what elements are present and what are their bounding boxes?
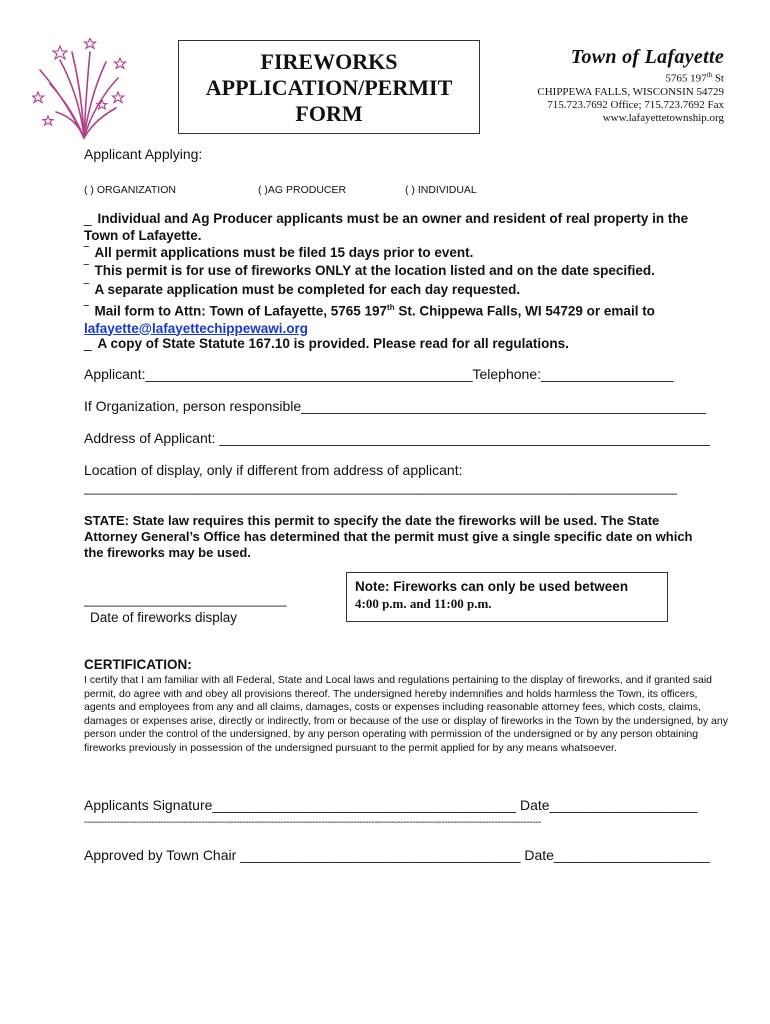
email-link[interactable]: lafayette@lafayettechippewawi.org: [84, 320, 308, 336]
form-title-line-3: FORM: [295, 101, 363, 126]
display-date-label: Date of fireworks display: [90, 610, 238, 625]
option-ag-producer[interactable]: ( )AG PRODUCER: [258, 184, 347, 196]
display-date-field[interactable]: ____________________________: [84, 592, 287, 607]
location-field[interactable]: __________________________________________________________________________________: [84, 480, 677, 495]
fireworks-logo-icon: [32, 38, 132, 140]
divider: ------------------------------------------------------------------------------------------------------------------------------------------------------------: [84, 817, 542, 828]
note-line-2: 4:00 p.m. and 11:00 p.m.: [355, 596, 492, 611]
note-line-1: Note: Fireworks can only be used between: [355, 579, 629, 594]
form-title-box: [178, 40, 480, 134]
town-name: Town of Lafayette: [570, 46, 724, 68]
certification-heading: CERTIFICATION:: [84, 657, 192, 672]
rule-item: _ A copy of State Statute 167.10 is provided. Please read for all regulations.: [84, 336, 569, 351]
town-chair-approval-field[interactable]: Approved by Town Chair ____________________________________ Date____________________: [84, 847, 710, 863]
rule-item: ‾ This permit is for use of fireworks ONLY at the location listed and on the date specified.: [84, 263, 655, 278]
town-phone: 715.723.7692 Office; 715.723.7692 Fax: [547, 98, 724, 111]
rule-item: ‾ All permit applications must be filed 15 days prior to event.: [84, 245, 474, 260]
form-title-line-2: APPLICATION/PERMIT: [205, 75, 453, 100]
state-notice: STATE: State law requires this permit to specify the date the fireworks will be used. The State Attorney General’s Office has determined that the permit must give a single specific date on which the fireworks may be used.: [84, 513, 693, 560]
organization-person-field[interactable]: If Organization, person responsible____________________________________________________: [84, 398, 707, 414]
applicant-telephone-field[interactable]: Applicant:__________________________________________Telephone:_________________: [84, 366, 674, 382]
rule-item: ‾ Mail form to Attn: Town of Lafayette, 5765 197th St. Chippewa Falls, WI 54729 or email to lafayette@lafayettechippewawi.org: [84, 303, 655, 336]
applicant-applying-label: Applicant Applying:: [84, 146, 203, 162]
option-individual[interactable]: ( ) INDIVIDUAL: [405, 184, 477, 196]
location-label: Location of display, only if different from address of applicant:: [84, 462, 463, 478]
option-organization[interactable]: ( ) ORGANIZATION: [84, 184, 176, 196]
town-website: www.lafayettetownship.org: [602, 111, 724, 124]
form-title-line-1: FIREWORKS: [260, 49, 398, 74]
rule-item: ‾ A separate application must be completed for each day requested.: [84, 282, 521, 297]
town-address: 5765 197th St: [665, 71, 724, 85]
town-header: [537, 46, 724, 125]
applicant-signature-field[interactable]: Applicants Signature_______________________________________ Date___________________: [84, 797, 698, 813]
town-city: CHIPPEWA FALLS, WISCONSIN 54729: [537, 85, 724, 98]
certification-text: I certify that I am familiar with all Federal, State and Local laws and regulations pertaining to the display of fireworks, and if granted said permit, do agree with and obey all provisions thereof. The undersigned hereby indemnifies and holds harmless the Town, its officers, agents and employees from any and all claims, damages, costs or expenses including reasonable attorney fees, which costs, claims, damages or expenses arise, directly or indirectly, from or because of the use or display of fireworks in the Town by the undersigned, by any person under the control of the undersigned, by any person operating with permission of the undersigned or by any person obtaining fireworks previously in possession of the undersigned pursuant to the permit applied for by any means whatsoever.: [84, 674, 728, 754]
rule-item: _ Individual and Ag Producer applicants must be an owner and resident of real property in the Town of Lafayette.: [84, 211, 689, 243]
note-box: [346, 572, 668, 622]
address-field[interactable]: Address of Applicant: _______________________________________________________________: [84, 430, 710, 446]
